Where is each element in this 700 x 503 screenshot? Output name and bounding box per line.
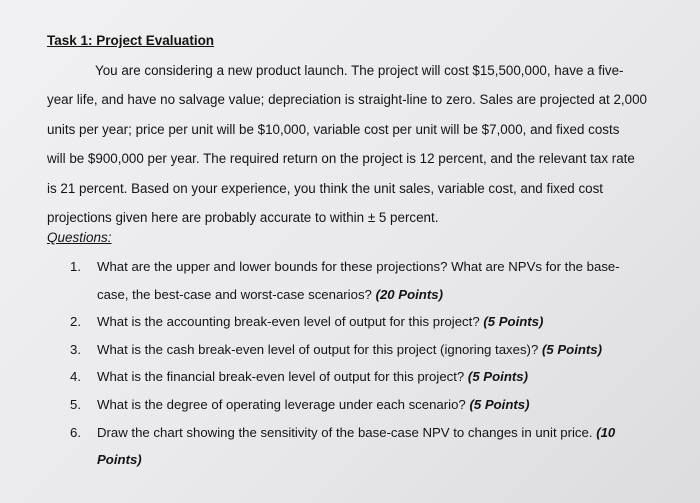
question-item xyxy=(70,253,685,308)
question-item xyxy=(70,391,685,419)
question-item xyxy=(70,336,685,364)
paragraph-line: You are considering a new product launch. The project will cost $15,500,000, have a five- xyxy=(95,63,624,78)
question-text: What is the financial break-even level of output for this project? xyxy=(97,369,465,385)
question-number: 5. xyxy=(70,396,81,412)
paragraph-line: is 21 percent. Based on your experience, you think the unit sales, variable cost, and fixed cost xyxy=(47,180,604,196)
question-number: 3. xyxy=(70,341,81,357)
paragraph-line: units per year; price per unit will be $10,000, variable cost per unit will be $7,000, and fixed costs xyxy=(47,121,620,137)
question-points: (5 Points) xyxy=(483,314,544,330)
question-text: What are the upper and lower bounds for these projections? What are NPVs for the base- xyxy=(97,259,620,274)
question-points: (10 xyxy=(596,424,616,440)
question-item xyxy=(70,363,685,391)
question-points: (5 Points) xyxy=(467,369,528,385)
paragraph-line: year life, and have no salvage value; depreciation is straight-line to zero. Sales are projected at 2,000 xyxy=(47,92,647,108)
question-text: What is the cash break-even level of output for this project (ignoring taxes)? xyxy=(97,341,539,357)
question-number: 1. xyxy=(70,259,81,274)
question-number: 2. xyxy=(70,314,81,330)
question-number: 6. xyxy=(70,424,81,440)
question-points: Points) xyxy=(97,452,142,468)
question-points: (5 Points) xyxy=(469,396,530,412)
question-number: 4. xyxy=(70,369,81,385)
question-points: (5 Points) xyxy=(541,341,603,357)
question-text: What is the degree of operating leverage under each scenario? xyxy=(97,396,466,412)
paragraph-line: projections given here are probably accurate to within ± 5 percent. xyxy=(47,210,439,226)
question-item xyxy=(70,419,685,474)
project-description xyxy=(47,56,675,232)
questions-heading: Questions: xyxy=(47,230,112,245)
question-item xyxy=(70,308,685,336)
question-points: (20 Points) xyxy=(375,286,443,302)
question-text: case, the best-case and worst-case scenarios? xyxy=(97,286,372,302)
questions-list xyxy=(70,253,685,474)
paragraph-line: will be $900,000 per year. The required return on the project is 12 percent, and the relevant tax rate xyxy=(47,151,635,167)
question-text: What is the accounting break-even level of output for this project? xyxy=(97,314,480,330)
question-text: Draw the chart showing the sensitivity of the base-case NPV to changes in unit price. xyxy=(97,424,593,440)
task-title: Task 1: Project Evaluation xyxy=(47,33,215,48)
